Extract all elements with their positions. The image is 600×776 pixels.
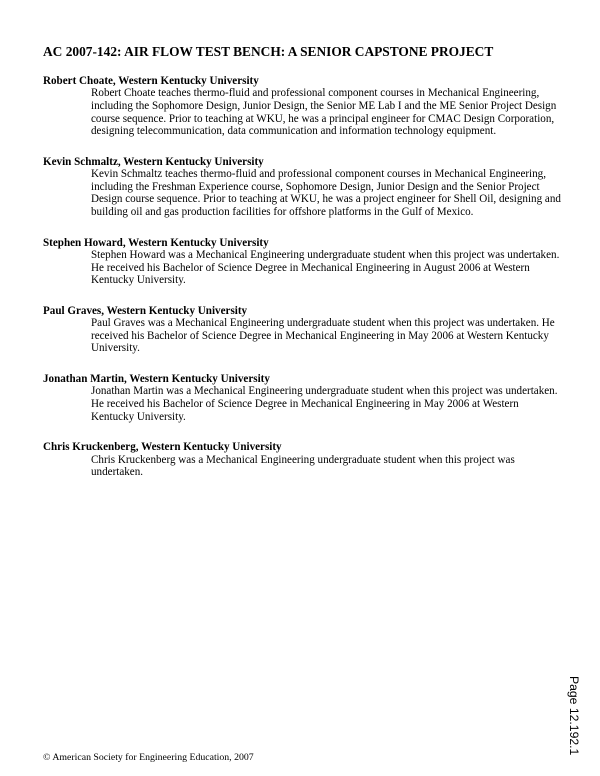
author-block [43, 237, 563, 287]
author-block [43, 305, 563, 355]
author-bio: Paul Graves was a Mechanical Engineering undergraduate student when this project was undertaken. He received his Bachelor of Science Degree in Mechanical Engineering in May 2006 at Western Kentucky University. [91, 317, 555, 355]
author-bio: Chris Kruckenberg was a Mechanical Engineering undergraduate student when this project was undertaken. [91, 453, 515, 479]
author-block [43, 156, 563, 219]
author-name: Chris Kruckenberg, Western Kentucky University [43, 441, 282, 454]
author-name: Robert Choate, Western Kentucky University [43, 75, 259, 87]
author-block [43, 373, 563, 423]
author-bio: Robert Choate teaches thermo-fluid and professional component courses in Mechanical Engineering, including the Sophomore Design, Junior Design, the Senior ME Lab I and the ME Senior Project Design course sequence. Prior to teaching at WKU, he was a principal engineer for CMAC Design Corporation, designing telecommunication, data communication and information technology equipment. [91, 87, 557, 138]
author-list [43, 75, 563, 497]
page-number-stamp: Page 12.192.1 [567, 676, 581, 756]
author-name: Paul Graves, Western Kentucky University [43, 304, 248, 317]
author-block [43, 441, 563, 479]
author-bio: Stephen Howard was a Mechanical Engineering undergraduate student when this project was undertaken. He received his Bachelor of Science Degree in Mechanical Engineering in August 2006 at Western Kentucky University. [91, 248, 560, 287]
author-name: Stephen Howard, Western Kentucky University [43, 236, 269, 249]
author-name: Jonathan Martin, Western Kentucky University [43, 372, 270, 385]
author-bio: Jonathan Martin was a Mechanical Engineering undergraduate student when this project was undertaken. He received his Bachelor of Science Degree in Mechanical Engineering in May 2006 at Western Kentucky University. [91, 385, 558, 423]
author-name: Kevin Schmaltz, Western Kentucky University [43, 155, 264, 168]
paper-title: AC 2007-142: AIR FLOW TEST BENCH: A SENIOR CAPSTONE PROJECT [43, 44, 494, 59]
author-block [43, 75, 563, 138]
author-bio: Kevin Schmaltz teaches thermo-fluid and professional component courses in Mechanical Engineering, including the Freshman Experience course, Sophomore Design, Junior Design and the Senior Project Design course sequence. Prior to teaching at WKU, he was a project engineer for Shell Oil, designing and building oil and gas production facilities for offshore platforms in the Gulf of Mexico. [91, 168, 561, 218]
copyright-footer: © American Society for Engineering Education, 2007 [43, 752, 254, 763]
